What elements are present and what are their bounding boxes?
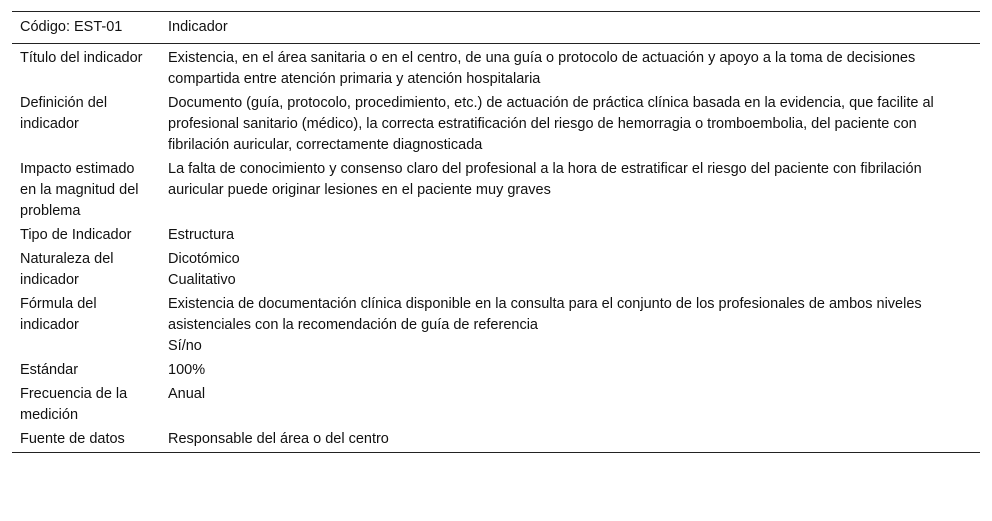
table-row-nature <box>12 248 980 293</box>
header-row <box>12 12 980 44</box>
header-indicator: Indicador <box>168 19 228 35</box>
header-code: Código: EST-01 <box>20 19 123 35</box>
row-value: Anual <box>168 386 206 402</box>
table-row-title <box>12 44 980 93</box>
table-row-standard <box>12 359 980 383</box>
row-value: Existencia, en el área sanitaria o en el centro, de una guía o protocolo de actuación y apoyo a la toma de decisiones compartida entre atención primaria y atención hospitalaria <box>168 50 916 87</box>
indicator-table <box>12 11 980 453</box>
indicator-table-container <box>12 11 980 453</box>
row-label: Naturaleza del indicador <box>20 251 114 288</box>
row-label: Fórmula del indicador <box>20 296 97 333</box>
row-label: Tipo de Indicador <box>20 227 132 243</box>
row-label: Fuente de datos <box>20 431 125 447</box>
row-label: Estándar <box>20 362 79 378</box>
table-header <box>12 12 980 44</box>
row-label: Título del indicador <box>20 50 143 66</box>
table-row-source <box>12 428 980 453</box>
table-row-impact <box>12 158 980 224</box>
row-value: La falta de conocimiento y consenso claro del profesional a la hora de estratificar el riesgo del paciente con fibrilación auricular puede originar lesiones en el paciente muy graves <box>168 161 922 198</box>
table-row-type <box>12 224 980 248</box>
row-value: 100% <box>168 362 206 378</box>
table-body <box>12 44 980 453</box>
table-row-formula <box>12 293 980 359</box>
row-label: Definición del indicador <box>20 95 108 132</box>
row-value: Estructura <box>168 227 235 243</box>
row-value: Responsable del área o del centro <box>168 431 389 447</box>
row-value: Documento (guía, protocolo, procedimiento, etc.) de actuación de práctica clínica basada en la evidencia, que facilite al profesional sanitario (médico), la correcta estratificación del riesgo de hemorragia o tromboembolia, del paciente con fibrilación auricular, correctamente diagnosticada <box>168 95 934 153</box>
row-value: Existencia de documentación clínica disponible en la consulta para el conjunto de los profesionales de ambos niveles asistenciales con la recomendación de guía de referencia Sí/no <box>168 296 922 354</box>
table-row-definition <box>12 92 980 158</box>
row-value: Dicotómico Cualitativo <box>168 251 240 288</box>
row-label: Impacto estimado en la magnitud del problema <box>20 161 139 219</box>
table-row-frequency <box>12 383 980 428</box>
row-label: Frecuencia de la medición <box>20 386 128 423</box>
